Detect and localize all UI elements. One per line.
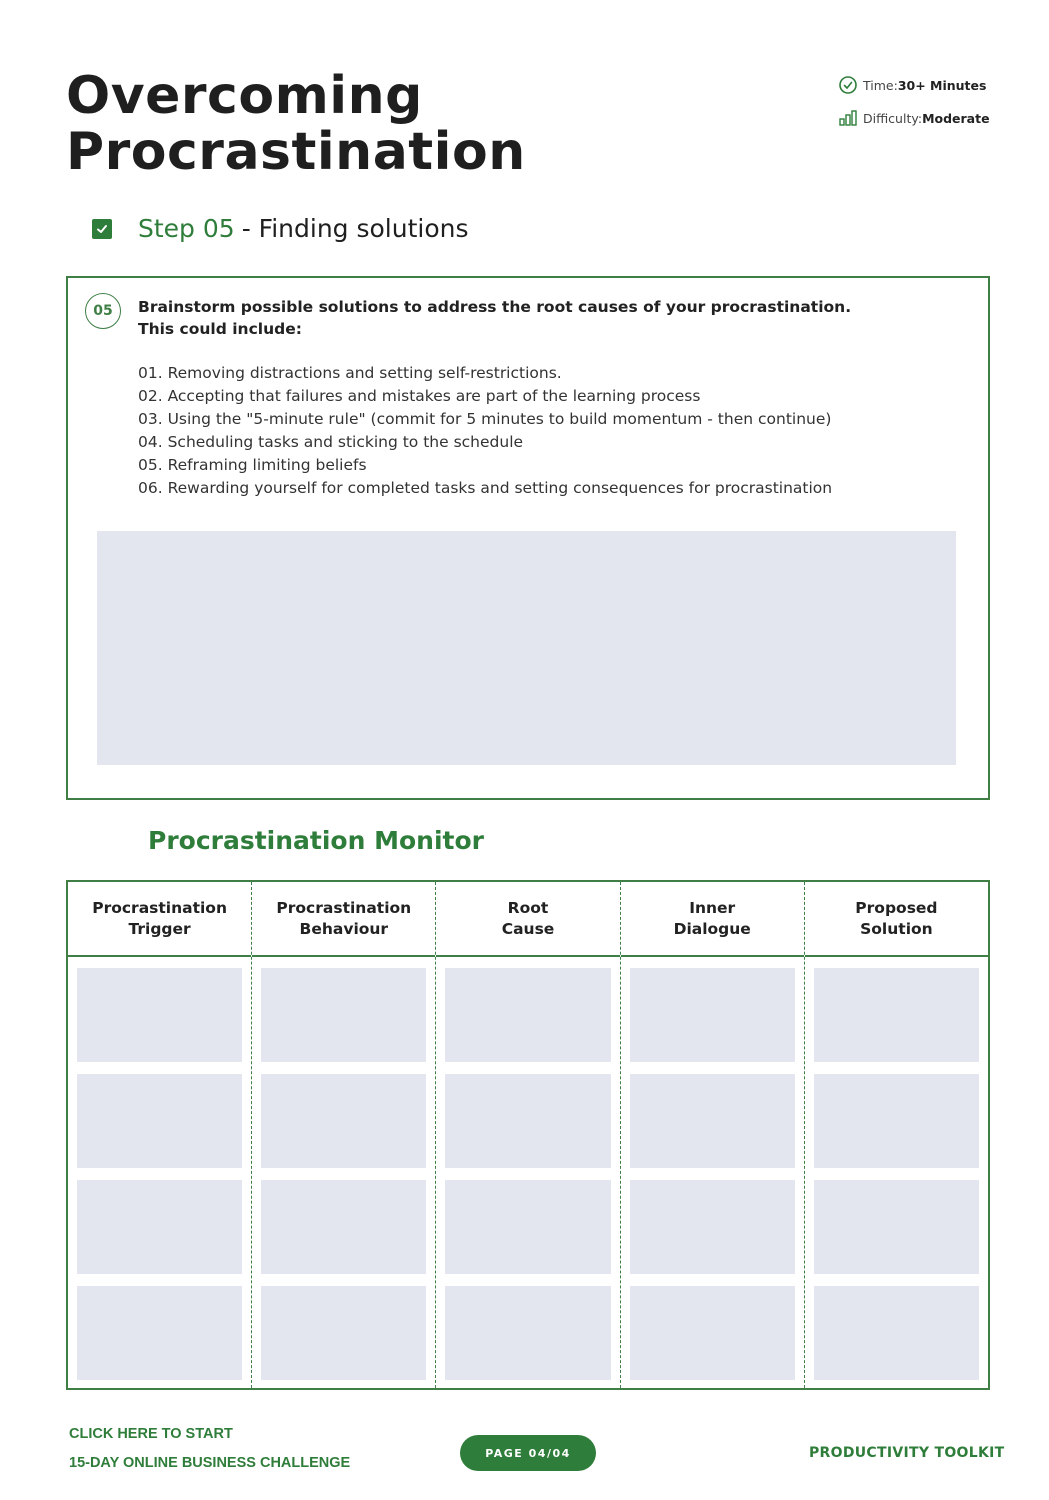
table-cell[interactable] [630,1286,795,1380]
challenge-link-line-1[interactable]: CLICK HERE TO START [69,1426,233,1442]
list-item: 03. Using the "5-minute rule" (commit for 5 minutes to build momentum - then continue) [138,410,832,428]
table-cell[interactable] [445,1180,610,1274]
table-cell[interactable] [77,1074,242,1168]
time-label: Time: [863,77,898,93]
table-cell[interactable] [77,968,242,1062]
table-cell[interactable] [261,1074,426,1168]
table-cell[interactable] [77,1180,242,1274]
column-header [436,882,619,957]
page-indicator: PAGE 04/04 [460,1435,596,1471]
column-behaviour [252,882,436,1388]
difficulty-label: Difficulty: [863,110,923,126]
list-item: 04. Scheduling tasks and sticking to the schedule [138,433,524,451]
column-header [68,882,251,957]
stopwatch-icon [838,75,858,95]
header-line-2: Dialogue [673,919,751,938]
table-cell[interactable] [261,1286,426,1380]
header-line-1: Inner [689,898,736,917]
solution-list [138,362,832,500]
monitor-title: Procrastination Monitor [148,826,484,855]
header-line-2: Behaviour [299,919,389,938]
header-line-1: Procrastination [276,898,412,917]
difficulty-info [838,108,990,128]
brand-label: PRODUCTIVITY TOOLKIT [809,1445,1005,1461]
table-cell[interactable] [814,1074,979,1168]
time-info [838,75,986,95]
header-line-1: Root [507,898,549,917]
table-cell[interactable] [445,968,610,1062]
list-item: 06. Rewarding yourself for completed tasks and setting consequences for procrastination [138,479,833,497]
header-line-1: Proposed [855,898,938,917]
column-header [805,882,988,957]
table-cell[interactable] [630,1180,795,1274]
checkbox-checked-icon[interactable] [92,219,112,239]
table-cell[interactable] [630,1074,795,1168]
header-line-2: Cause [501,919,555,938]
column-inner-dialogue [621,882,805,1388]
challenge-link-line-2[interactable]: 15-DAY ONLINE BUSINESS CHALLENGE [69,1455,351,1471]
table-cell[interactable] [261,1180,426,1274]
exercise-box [66,276,990,800]
header-line-2: Trigger [128,919,191,938]
title-line-2: Procrastination [66,122,526,182]
table-cell[interactable] [261,968,426,1062]
bar-chart-icon [838,108,858,128]
exercise-intro [138,296,851,340]
step-heading [92,214,469,243]
page-title [66,68,526,180]
table-cell[interactable] [814,1286,979,1380]
answer-field[interactable] [97,531,956,765]
monitor-table [66,880,990,1390]
difficulty-value: Moderate [922,110,990,126]
list-item: 02. Accepting that failures and mistakes are part of the learning process [138,387,701,405]
intro-line-2: This could include: [138,320,302,338]
title-line-1: Overcoming [66,66,423,126]
column-header [621,882,804,957]
column-header [252,882,435,957]
table-cell[interactable] [814,968,979,1062]
header-line-2: Solution [860,919,933,938]
intro-line-1: Brainstorm possible solutions to address the root causes of your procrastination. [138,298,852,316]
step-badge: 05 [85,293,121,329]
table-cell[interactable] [630,968,795,1062]
column-trigger [68,882,252,1388]
table-cell[interactable] [445,1074,610,1168]
column-proposed-solution [805,882,988,1388]
list-item: 01. Removing distractions and setting self-restrictions. [138,364,562,382]
time-value: 30+ Minutes [897,77,987,93]
column-root-cause [436,882,620,1388]
table-cell[interactable] [77,1286,242,1380]
list-item: 05. Reframing limiting beliefs [138,456,367,474]
step-number: Step 05 [138,214,235,243]
table-cell[interactable] [445,1286,610,1380]
header-line-1: Procrastination [92,898,227,917]
table-cell[interactable] [814,1180,979,1274]
step-title: - Finding solutions [241,214,469,243]
